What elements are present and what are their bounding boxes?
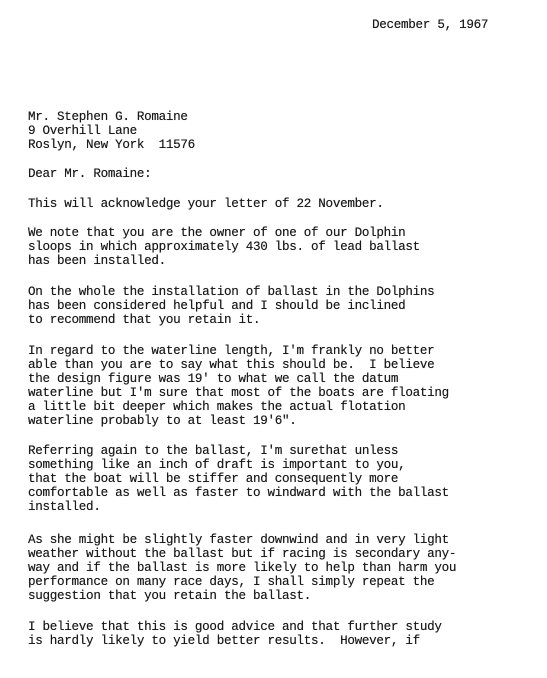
- paragraph-line: weather without the ballast but if racing is secondary any-: [28, 547, 457, 561]
- paragraph-line: installed.: [28, 500, 101, 514]
- paragraph-line: In regard to the waterline length, I'm frankly no better: [28, 344, 435, 358]
- recipient-city: Roslyn, New York 11576: [28, 138, 195, 152]
- paragraph-line: suggestion that you retain the ballast.: [28, 589, 312, 603]
- recipient-name: Mr. Stephen G. Romaine: [28, 110, 188, 124]
- salutation: Dear Mr. Romaine:: [28, 167, 152, 181]
- paragraph-line: waterline but I'm sure that most of the boats are floating: [28, 386, 449, 400]
- paragraph-line: waterline probably to at least 19'6".: [28, 414, 297, 428]
- paragraph-line: has been considered helpful and I should be inclined: [28, 299, 406, 313]
- paragraph-line: We note that you are the owner of one of our Dolphin: [28, 226, 406, 240]
- paragraph-line: As she might be slightly faster downwind and in very light: [28, 533, 449, 547]
- letter-date: December 5, 1967: [372, 18, 489, 32]
- paragraph-line: to recommend that you retain it.: [28, 313, 261, 327]
- paragraph-line: a little bit deeper which makes the actual flotation: [28, 400, 406, 414]
- paragraph-line: the design figure was 19' to what we call the datum: [28, 372, 399, 386]
- paragraph-line: is hardly likely to yield better results. However, if: [28, 634, 420, 648]
- paragraph-line: comfortable as well as faster to windward with the ballast: [28, 486, 449, 500]
- recipient-street: 9 Overhill Lane: [28, 124, 137, 138]
- paragraph-line: This will acknowledge your letter of 22 November.: [28, 197, 384, 211]
- paragraph-line: On the whole the installation of ballast in the Dolphins: [28, 285, 435, 299]
- paragraph-line: sloops in which approximately 430 lbs. of lead ballast: [28, 240, 420, 254]
- paragraph-line: able than you are to say what this should be. I believe: [28, 358, 435, 372]
- paragraph-line: something like an inch of draft is important to you,: [28, 458, 406, 472]
- paragraph-line: Referring again to the ballast, I'm surethat unless: [28, 444, 399, 458]
- paragraph-line: has been installed.: [28, 254, 166, 268]
- paragraph-line: way and if the ballast is more likely to help than harm you: [28, 561, 457, 575]
- paragraph-line: performance on many race days, I shall simply repeat the: [28, 575, 435, 589]
- paragraph-line: that the boat will be stiffer and consequently more: [28, 472, 399, 486]
- paragraph-line: I believe that this is good advice and that further study: [28, 620, 442, 634]
